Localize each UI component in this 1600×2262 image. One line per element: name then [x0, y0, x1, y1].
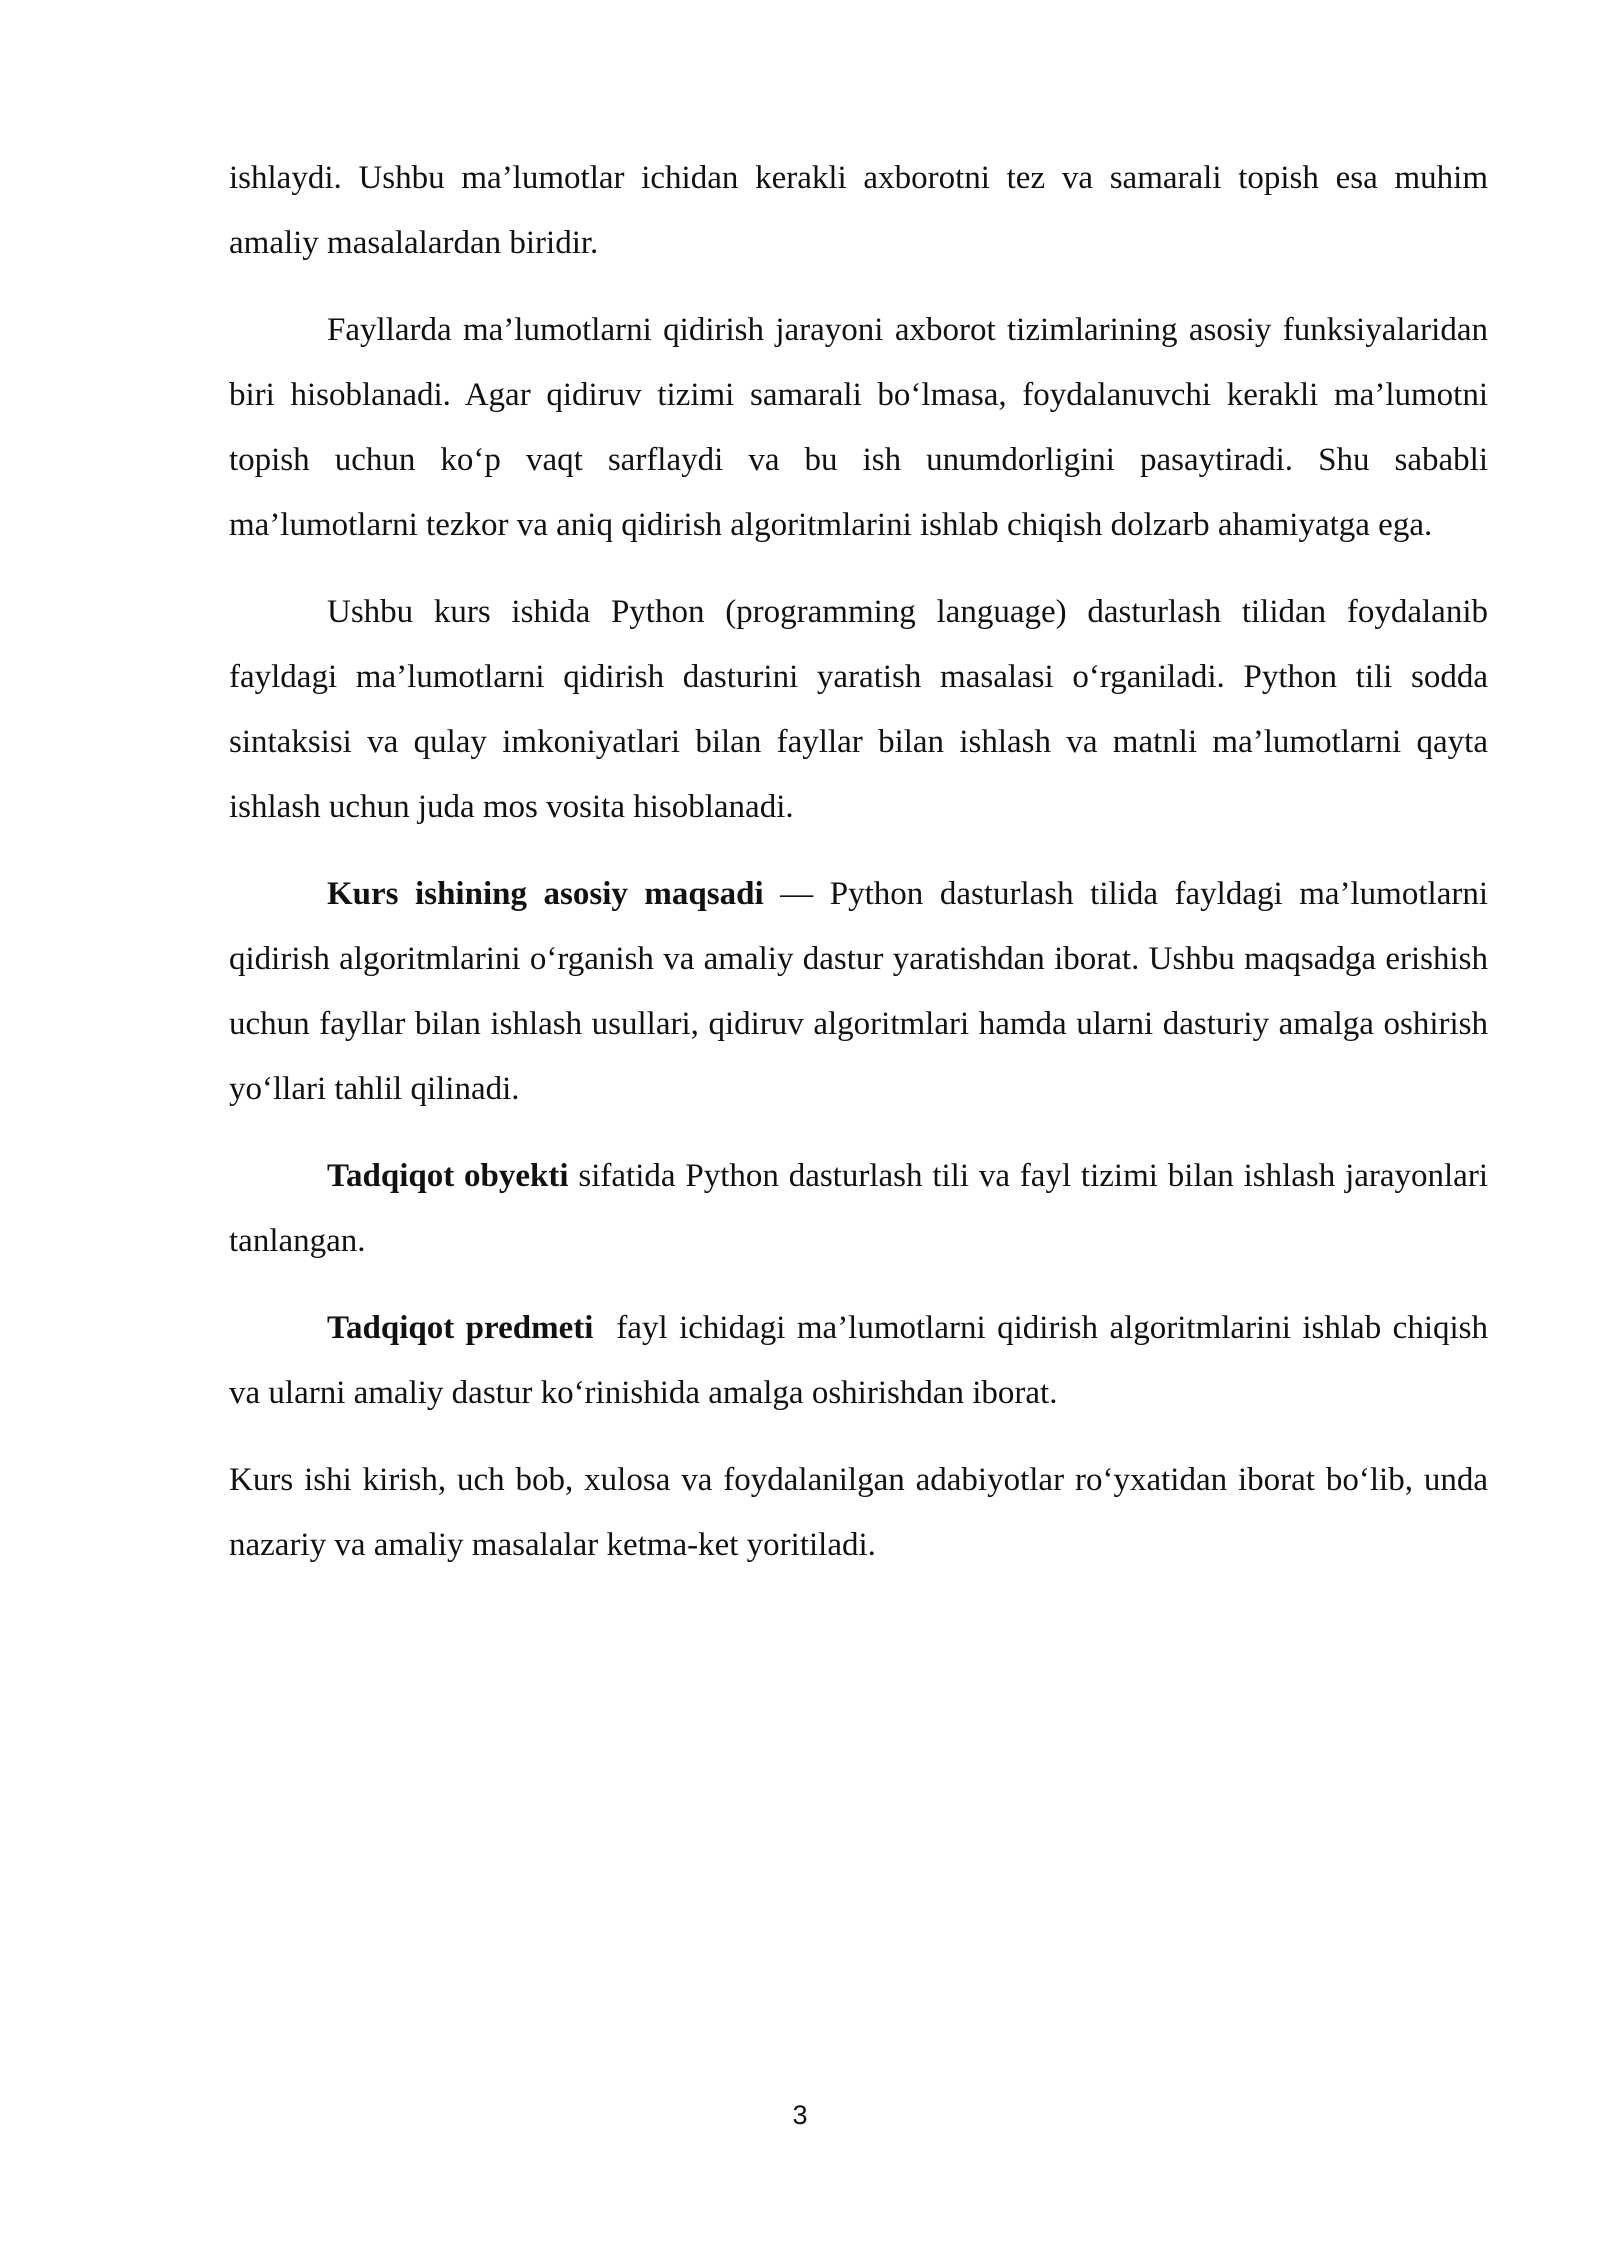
paragraph-bold-lead: Tadqiqot obyekti	[327, 1158, 569, 1194]
paragraph-course-goal	[229, 862, 1488, 1122]
paragraph-intro-continuation	[229, 146, 1488, 276]
paragraph-text: sifatida Python dasturlash tili va fayl tizimi bilan ishlash jarayonlari tanlangan.	[229, 1158, 1488, 1259]
paragraph-text: Kurs ishi kirish, uch bob, xulosa va foydalanilgan adabiyotlar ro‘yxatidan iborat bo‘lib, unda nazariy va amaliy masalalar ketma-ket yoritiladi.	[229, 1462, 1488, 1563]
paragraph-text: Ushbu kurs ishida Python (programming language) dasturlash tilidan foydalanib fayldagi ma’lumotlarni qidirish dasturini yaratish masalasi o‘rganiladi. Python tili sodda sintaksisi va qulay imkoniyatlari bilan fayllar bilan ishlash va matnli ma’lumotlarni qayta ishlash uchun juda mos vosita hisoblanadi.	[229, 594, 1488, 825]
paragraph-python-course	[229, 580, 1488, 840]
paragraph-bold-lead: Kurs ishining asosiy maqsadi	[327, 876, 764, 912]
paragraph-text: ishlaydi. Ushbu ma’lumotlar ichidan kerakli axborotni tez va samarali topish esa muhim amaliy masalalardan biridir.	[229, 160, 1488, 261]
document-body	[229, 146, 1497, 1600]
paragraph-text: fayl ichidagi ma’lumotlarni qidirish algoritmlarini ishlab chiqish va ularni amaliy dastur ko‘rinishida amalga oshirishdan iborat.	[229, 1310, 1497, 1411]
paragraph-file-search-process	[229, 298, 1488, 558]
paragraph-research-subject	[229, 1296, 1497, 1426]
paragraph-structure	[229, 1448, 1488, 1578]
paragraph-bold-lead: Tadqiqot predmeti	[327, 1310, 594, 1346]
page-number: 3	[792, 2100, 808, 2130]
paragraph-text: Fayllarda ma’lumotlarni qidirish jarayoni axborot tizimlarining asosiy funksiyalaridan biri hisoblanadi. Agar qidiruv tizimi samarali bo‘lmasa, foydalanuvchi kerakli ma’lumotni topish uchun ko‘p vaqt sarflaydi va bu ish unumdorligini pasaytiradi. Shu sababli ma’lumotlarni tezkor va aniq qidirish algoritmlarini ishlab chiqish dolzarb ahamiyatga ega.	[229, 312, 1488, 543]
paragraph-research-object	[229, 1144, 1488, 1274]
paragraph-text: — Python dasturlash tilida fayldagi ma’lumotlarni qidirish algoritmlarini o‘rganish va amaliy dastur yaratishdan iborat. Ushbu maqsadga erishish uchun fayllar bilan ishlash usullari, qidiruv algoritmlari hamda ularni dasturiy amalga oshirish yo‘llari tahlil qilinadi.	[229, 876, 1488, 1107]
